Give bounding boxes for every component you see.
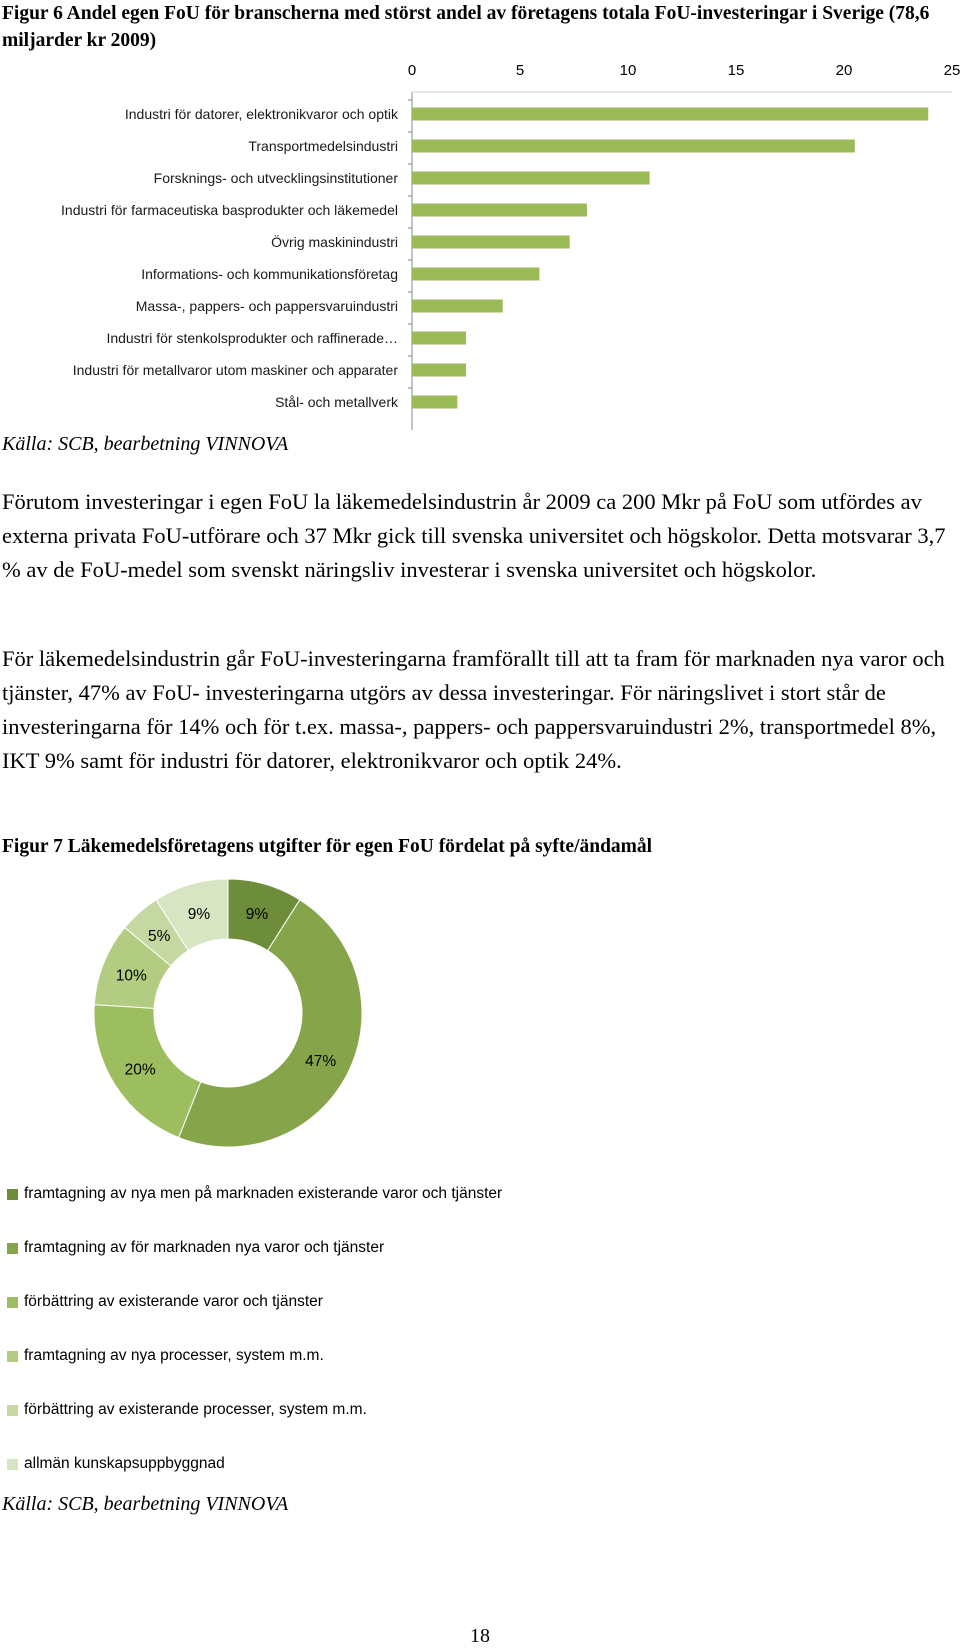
- donut-data-label: 9%: [245, 906, 269, 924]
- category-label: Industri för stenkolsprodukter och raffinerade…: [106, 330, 398, 346]
- category-label: Forsknings- och utvecklingsinstitutioner: [153, 170, 398, 186]
- bar: [412, 364, 466, 377]
- x-tick-label: 15: [727, 62, 745, 79]
- legend-swatch: [7, 1189, 18, 1200]
- legend-swatch: [7, 1405, 18, 1416]
- page-number: 18: [470, 1625, 490, 1647]
- paragraph-1: Förutom investeringar i egen FoU la läkemedelsindustrin år 2009 ca 200 Mkr på FoU som utfördes av externa privata FoU-utförare och 37 Mkr gick till svenska universitet och högskolor. Detta motsvarar 3,7 % av de FoU-medel som svenskt näringsliv investerar i svenska universitet och högskolor.: [2, 489, 946, 582]
- figure6-title: Figur 6 Andel egen FoU för branscherna med störst andel av företagens totala FoU-investeringar i Sverige (78,6 miljarder kr 2009): [2, 3, 930, 51]
- bar: [412, 236, 570, 249]
- figure7-title: Figur 7 Läkemedelsföretagens utgifter för egen FoU fördelat på syfte/ändamål: [2, 836, 653, 857]
- donut-data-label: 47%: [305, 1053, 337, 1071]
- category-label: Massa-, pappers- och pappersvaruindustri: [135, 298, 398, 314]
- x-tick-label: 5: [515, 62, 525, 79]
- donut-data-label: 20%: [124, 1061, 156, 1079]
- donut-chart: [60, 860, 460, 1160]
- figure6-source: Källa: SCB, bearbetning VINNOVA: [2, 433, 289, 455]
- bar: [412, 300, 503, 313]
- bar: [412, 140, 855, 153]
- donut-data-label: 9%: [187, 906, 211, 924]
- donut-data-label: 10%: [115, 967, 147, 985]
- x-tick-label: 20: [835, 62, 853, 79]
- category-label: Transportmedelsindustri: [248, 138, 398, 154]
- legend-label: förbättring av existerande processer, system m.m.: [24, 1401, 367, 1418]
- legend-swatch: [7, 1297, 18, 1308]
- category-label: Övrig maskinindustri: [271, 234, 398, 250]
- paragraph-2: För läkemedelsindustrin går FoU-investeringarna framförallt till att ta fram för marknaden nya varor och tjänster, 47% av FoU- investeringarna utgörs av dessa investeringar. För näringslivet i stort står de investeringarna för 14% och för t.ex. massa-, pappers- och pappersvaruindustri 2%, transportmedel 8%, IKT 9% samt för industri för datorer, elektronikvaror och optik 24%.: [2, 646, 945, 773]
- donut-data-label: 5%: [148, 927, 171, 945]
- legend-label: framtagning av nya processer, system m.m.: [24, 1347, 324, 1364]
- figure7-source: Källa: SCB, bearbetning VINNOVA: [2, 1493, 289, 1515]
- legend-swatch: [7, 1351, 18, 1362]
- bar: [412, 108, 928, 121]
- category-label: Industri för metallvaror utom maskiner och apparater: [72, 362, 398, 378]
- x-tick-label: 10: [619, 62, 637, 79]
- x-tick-label: 0: [407, 62, 417, 79]
- bar: [412, 204, 587, 217]
- legend-swatch: [7, 1243, 18, 1254]
- legend-label: förbättring av existerande varor och tjänster: [24, 1293, 323, 1310]
- bar-chart: [0, 50, 960, 470]
- legend-swatch: [7, 1459, 18, 1470]
- bar: [412, 332, 466, 345]
- legend-label: framtagning av nya men på marknaden existerande varor och tjänster: [24, 1185, 503, 1202]
- bar: [412, 172, 650, 185]
- legend-label: allmän kunskapsuppbyggnad: [24, 1455, 225, 1472]
- x-tick-label: 25: [943, 62, 960, 79]
- bar: [412, 396, 457, 409]
- category-label: Industri för farmaceutiska basprodukter och läkemedel: [61, 202, 398, 218]
- bar: [412, 268, 539, 281]
- category-label: Informations- och kommunikationsföretag: [141, 266, 398, 282]
- category-label: Stål- och metallverk: [275, 394, 398, 410]
- legend-label: framtagning av för marknaden nya varor och tjänster: [24, 1239, 385, 1256]
- category-label: Industri för datorer, elektronikvaror och optik: [124, 106, 398, 122]
